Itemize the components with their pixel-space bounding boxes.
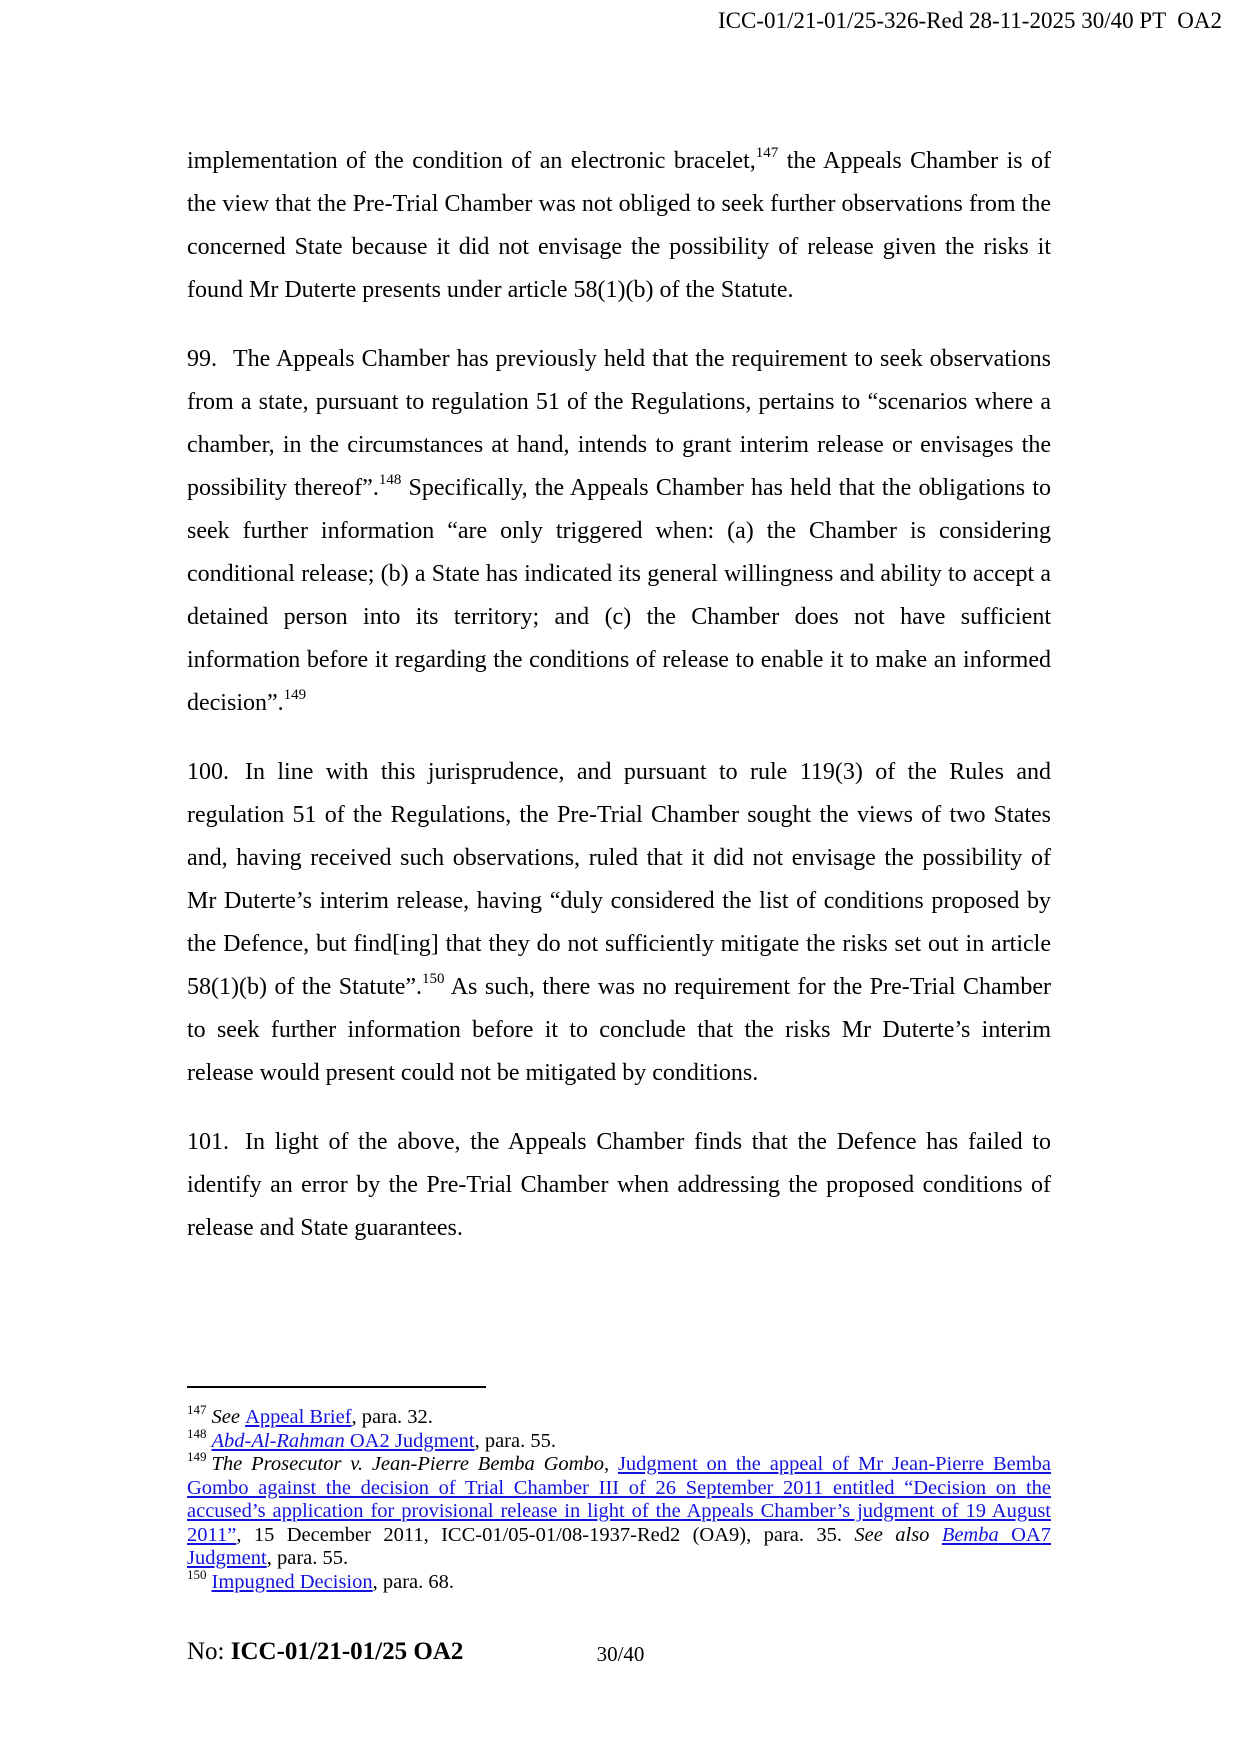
paragraph	[187, 751, 1051, 1095]
footnote	[187, 1449, 1052, 1571]
footnotes-container	[187, 1402, 1052, 1594]
footnote-marker: 150	[187, 1566, 207, 1582]
paragraph	[187, 1121, 1051, 1250]
header-stamp: ICC-01/21-01/25-326-Red 28-11-2025 30/40 PT OA2	[717, 8, 1222, 33]
document-link[interactable]	[212, 1430, 345, 1452]
footnote-reference: 149	[283, 687, 307, 703]
text-run: The Appeals Chamber has previously held that the requirement to seek observations from a state, pursuant to regulation 51 of the Regulations, pertains to “scenarios where a chamber, in the circumstances at hand, intends to grant interim release or envisages the possibility thereof”.	[187, 346, 1051, 501]
paragraph-number: 100.	[187, 759, 229, 785]
italic-text: See also	[854, 1523, 942, 1546]
document-link[interactable]	[942, 1524, 999, 1546]
footnote-marker: 147	[187, 1402, 207, 1418]
footnote	[187, 1425, 1051, 1454]
italic-text: Bemba	[941, 1523, 999, 1546]
text-run: , para. 32.	[351, 1406, 433, 1428]
document-link[interactable]: Appeal Brief	[245, 1406, 352, 1428]
footnote	[187, 1402, 1051, 1430]
footnote-reference: 148	[378, 472, 402, 488]
text-run: Specifically, the Appeals Chamber has held that the obligations to seek further information “are only triggered when: (a) the Chamber is considering conditional release; (b) a State has indicated its general willingness and ability to accept a detained person into its territory; and (c) the Chamber does not have sufficient information before it regarding the conditions of release to enable it to make an informed decision”.	[187, 475, 1051, 716]
text-run: In line with this jurisprudence, and pursuant to rule 119(3) of the Rules and regulation 51 of the Regulations, the Pre-Trial Chamber sought the views of two States and, having received such observations, ruled that it did not envisage the possibility of Mr Duterte’s interim release, having “duly considered the list of conditions proposed by the Defence, but find[ing] that they do not sufficiently mitigate the risks set out in article 58(1)(b) of the Statute”.	[187, 759, 1051, 1000]
text-run: , 15 December 2011, ICC-01/05-01/08-1937-Red2 (OA9), para. 35.	[236, 1523, 855, 1546]
text-run: , para. 55.	[266, 1547, 349, 1569]
paragraph	[187, 140, 1051, 312]
text-run: , para. 55.	[474, 1429, 556, 1452]
italic-text: Abd-Al-Rahman	[211, 1429, 345, 1452]
paragraph-number: 99.	[187, 346, 217, 372]
text-run: As such, there was no requirement for the Pre-Trial Chamber to seek further information before it to conclude that the risks Mr Duterte’s interim release would present could not be mitigated by conditions.	[187, 974, 1051, 1086]
footnote-separator	[187, 1386, 486, 1388]
page-number: 30/40	[596, 1642, 645, 1666]
text-run: ,	[603, 1453, 618, 1475]
italic-text: The Prosecutor v. Jean-Pierre Bemba Gombo	[211, 1453, 604, 1475]
document-link[interactable]: OA7 Judgment	[187, 1523, 1051, 1569]
text-run: implementation of the condition of an electronic bracelet,	[187, 148, 756, 174]
footnote-marker: 149	[187, 1449, 207, 1465]
footer-case-number: ICC-01/21-01/25 OA2	[230, 1638, 464, 1665]
document-link[interactable]: OA2 Judgment	[344, 1429, 475, 1452]
text-run: , para. 68.	[372, 1570, 455, 1593]
paragraph	[187, 338, 1051, 725]
document-link[interactable]: Judgment on the appeal of Mr Jean-Pierre Bemba Gombo against the decision of Trial Chamber III of 26 September 2011 entitled “Decision on the accused’s application for provisional release in light of the Appeals Chamber’s judgment of 19 August 2011”	[187, 1453, 1052, 1546]
paragraphs-container	[187, 140, 1051, 1250]
paragraph-number: 101.	[187, 1129, 229, 1155]
text-run: the Appeals Chamber is of the view that the Pre-Trial Chamber was not obliged to seek further observations from the concerned State because it did not envisage the possibility of release given the risks it found Mr Duterte presents under article 58(1)(b) of the Statute.	[187, 148, 1051, 303]
footer-no-label: No:	[187, 1638, 231, 1665]
footnote-reference: 150	[422, 971, 445, 987]
footnote	[187, 1566, 1051, 1595]
italic-text: See	[211, 1406, 246, 1428]
footnote-marker: 148	[187, 1425, 207, 1441]
document-body	[187, 140, 1051, 1276]
footnote-reference: 147	[755, 145, 779, 161]
document-link[interactable]: Impugned Decision	[211, 1570, 373, 1593]
text-run: In light of the above, the Appeals Chamber finds that the Defence has failed to identify an error by the Pre-Trial Chamber when addressing the proposed conditions of release and State guarantees.	[187, 1129, 1051, 1241]
